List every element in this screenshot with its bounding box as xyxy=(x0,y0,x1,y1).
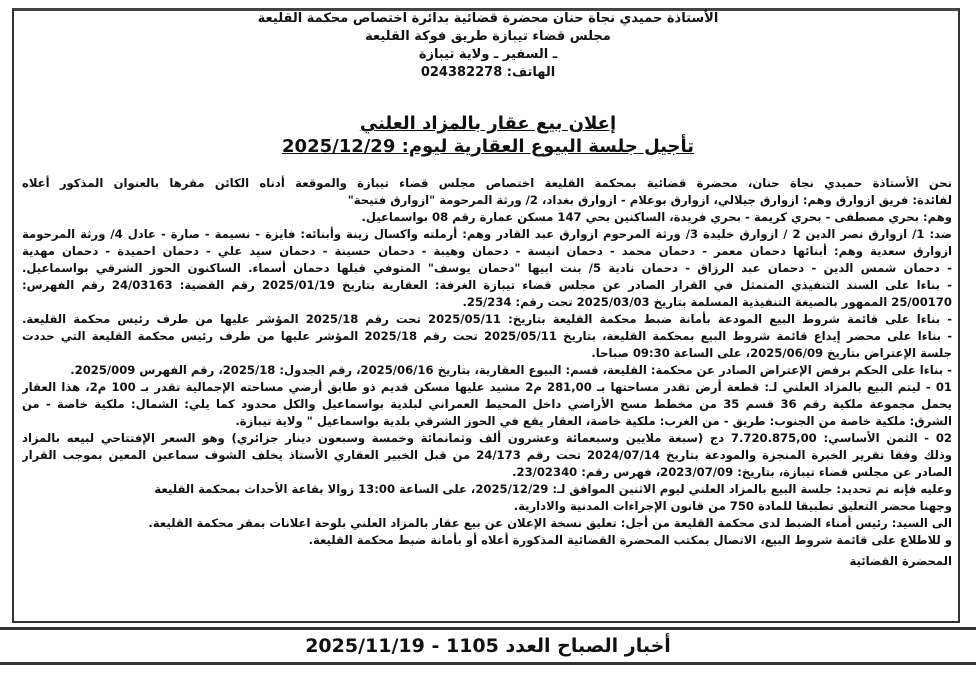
body-line: ضد: 1/ ازوارق نصر الدين 2 / ازوارق خليدة 3/ ورثة المرحوم ازوارق عبد القادر وهم: أرملته واكسال زينة وأبنائه: فايزة - نسيمة - صارة - عادل 4/ ورثة المرحومة xyxy=(22,227,952,241)
body-line: وجهنا محضر التعليق تطبيقا للمادة 750 من قانون الإجراءات المدنية والادارية. xyxy=(513,499,952,513)
notice-body xyxy=(22,175,952,570)
body-line: 01 - ليتم البيع بالمزاد العلني لـ: قطعة أرض تقدر مساحتها بـ 281,00 م2 مشيد عليها مسكن قديم ذو طابق أرضي مساحته الإجمالية تقدر بـ 100 م2، هذا العقار xyxy=(22,380,952,394)
body-line: وذلك وفقا تقرير الخبرة المنجزة والمودعة بتاريخ 2024/07/14 تحت رقم 24/173 من قبل الخبير العقاري الأستاذ يخلف الشوف سماعين المعين بموجب القرار xyxy=(22,448,952,462)
header-line: مجلس قضاء تيبازة طريق فوكة القليعة xyxy=(365,29,611,44)
body-line: يحمل مجموعة ملكية رقم 36 قسم 35 من مخطط مسح الأراضي داخل المحيط العمراني لبلدية بواسماعيل والكل محدود كما يلي: الشمال: ملكية خاصة - من xyxy=(22,397,952,411)
body-line: الى السيد: رئيس أمناء الضبط لدى محكمة القليعة من أجل: تعليق نسخة الإعلان عن بيع عقار بالمزاد العلني بلوحة اعلانات بمقر محكمة القليعة. xyxy=(148,516,952,530)
body-line: - بناءا على قائمة شروط البيع المودعة بأمانة ضبط محكمة القليعة بتاريخ: 2025/05/11 تحت رقم 2025/18 المؤشر عليها من طرف رئيس محكمة القليعة. xyxy=(22,312,952,326)
body-line: - بناءا على السند التنفيذي المتمثل في القرار الصادر عن مجلس قضاء تيبازة الغرفة: العقارية بتاريخ 2025/01/19 رقم القضية: 24/03163 رقم الفهرس: xyxy=(22,278,952,292)
header-line: الأستاذة حميدي نجاة حنان محضرة قضائية بدائرة اختصاص محكمة القليعة xyxy=(257,11,719,26)
body-line: و للاطلاع على قائمة شروط البيع، الاتصال بمكتب المحضرة القضائية المذكورة أعلاه أو بأمانة ضبط محكمة القليعة. xyxy=(308,533,952,547)
body-line: نحن الأستاذة حميدي نجاة حنان، محضرة قضائية بمحكمة القليعة اختصاص مجلس قضاء تيبازة والموقعة أدناه الكائن مقرها بالعنوان المذكور أعلاه xyxy=(22,176,952,190)
body-line: - بناءا على محضر إيداع قائمة شروط البيع بمحكمة القليعة، بتاريخ 2025/05/11 تحت رقم 2025/18 المؤشر عليها من طرف رئيس محكمة القليعة التي حددت xyxy=(22,329,952,343)
body-line: الصادر عن مجلس قضاء تيبازة، بتاريخ: 2023/07/09، فهرس رقم: 23/02340. xyxy=(512,465,952,479)
body-line: - دحمان شمس الدين - دحمان عبد الرزاق - دحمان نادية 5/ بنت ابيها "دحمان يوسف" المتوفي قبلها دحمان أسماء. الساكنون الحوز الشرقي بواسماعيل. xyxy=(22,261,952,275)
body-line: جلسة الإعتراض بتاريخ 2025/06/09، على الساعة 09:30 صباحا. xyxy=(591,346,952,360)
notice-subtitle: تأجيل جلسة البيوع العقارية ليوم: 2025/12/29 xyxy=(282,136,694,157)
signature: المحضرة القضائية xyxy=(849,554,952,568)
body-line: 25/00170 الممهور بالصيغة التنفيذية المسلمة بتاريخ 2025/03/03 تحت رقم: 25/234. xyxy=(462,295,952,309)
body-line: الشرق: ملكية خاصة من الجنوب: طريق - من الغرب: ملكية خاصة، العقار يقع في الحوز الشرقي بلدية بواسماعيل " ولاية تيبازة. xyxy=(235,414,952,428)
body-line: وعليه فإنه تم تحديد: جلسة البيع بالمزاد العلني ليوم الاثنين الموافق لـ: 2025/12/29، على الساعة 13:00 زوالا بقاعة الأحداث بمحكمة القليعة xyxy=(154,482,952,496)
body-line: 02 - الثمن الأساسي: 7.720.875,00 دج (سبعة ملايين وسبعمائة وعشرون ألف وثمانمائة وخمسة وسبعون دينار جزائري) وهو السعر الإفتتاحي لبيعه بالمزاد xyxy=(22,431,952,445)
body-line: - بناءا على الحكم برفض الإعتراض الصادر عن محكمة: القليعة، قسم: البيوع العقارية، بتاريخ 2025/06/16، رقم الجدول: 2025/18، رقم الفهرس 2025/009. xyxy=(70,363,952,377)
header-line: ـ السفير ـ ولاية تيبازة xyxy=(418,47,558,62)
newspaper-footer: أخبار الصباح العدد 1105 - 2025/11/19 xyxy=(0,627,976,665)
body-line: ازوارق سعدية وهم: أبنائها دحمان معمر - دحمان محمد - دحمان انيسة - دحمان وهيبة - دحمان حسينة - دحمان سيد علي - دحمان احميدة - دحمان مهدية xyxy=(22,244,952,258)
bailiff-header xyxy=(0,10,976,82)
header-phone: الهاتف: 024382278 xyxy=(420,65,556,80)
body-line: لفائدة: فريق ازوارق وهم: ازوارق جيلالي، ازوارق بوعلام - ازوارق بغداد، 2/ ورثة المرحومة "ازوارق فتيحة" xyxy=(347,193,952,207)
notice-title: إعلان بيع عقار بالمزاد العلني xyxy=(359,113,617,134)
body-line: وهم: بحري مصطفى - بحري كريمة - بحري فريدة، الساكنين بحي 147 مسكن عمارة رقم 08 بواسماعيل. xyxy=(361,210,952,224)
